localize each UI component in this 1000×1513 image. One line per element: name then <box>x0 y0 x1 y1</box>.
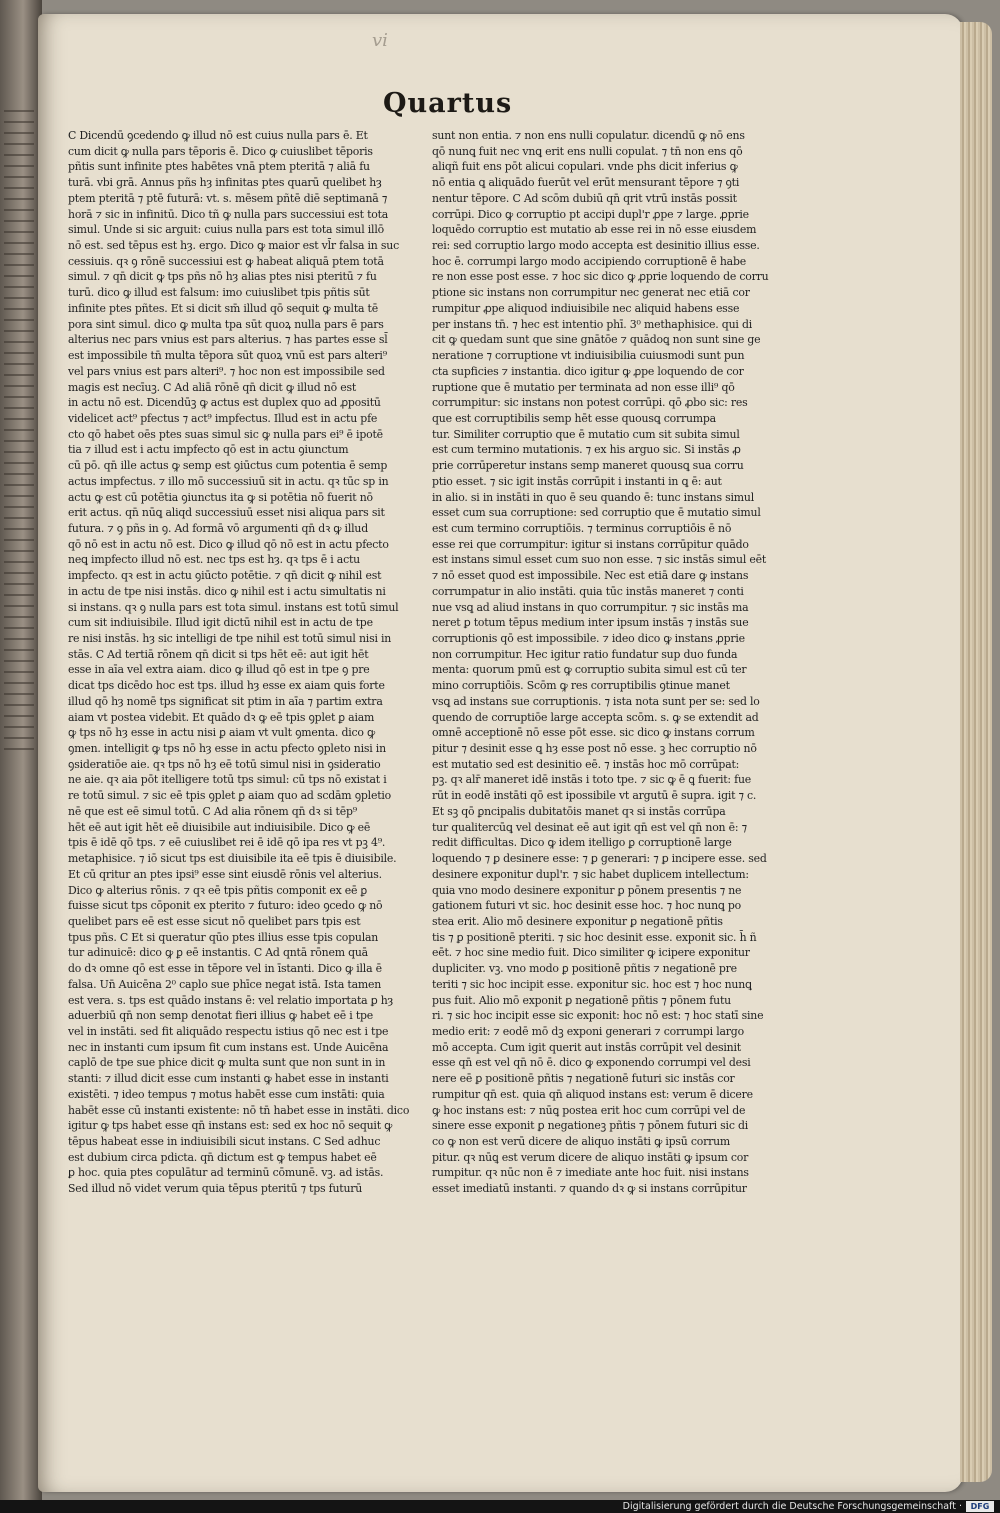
text-line: per instans tn̄. ⁊ hec est intentio phī. 3⁰ methaphisice. qui di <box>432 317 752 331</box>
text-line: pꝫ. qꝛ alr̄ maneret idē instās i toto tpe. ⁊ sic ꝙ ē ꝗ fuerit: fue <box>432 773 752 787</box>
text-line: medio erit: ⁊ eodē mō dꝫ exponi generari ⁊ corrumpi largo <box>432 1024 744 1038</box>
text-line: mō accepta. Cum igit querit aut instās corrūpit vel desinit <box>432 1040 741 1054</box>
text-line: qō nō est in actu nō est. Dico ꝙ illud qō nō est in actu pfecto <box>68 537 389 551</box>
text-line: nō entia ꝗ aliquādo fuerūt vel erūt mensurant tēpore ⁊ ꝯti <box>432 176 740 190</box>
text-line: habēt esse cū instanti existente: nō tn̄ habet esse in instāti. dico <box>68 1103 410 1117</box>
running-heading: Quartus <box>383 88 513 119</box>
text-line: rei: sed corruptio largo modo accepta est desinitio illius esse. <box>432 239 760 253</box>
text-line: metaphisice. ⁊ iō sicut tps est diuisibile ita eē tpis ē diuisibile. <box>68 852 397 866</box>
text-line: tpus pñs. C Et si queratur qūo ptes illius esse tpis copulan <box>68 930 379 944</box>
text-line: infinite ptes pñtes. Et si dicit sm̄ illud qō sequit ꝙ multa tē <box>68 301 378 315</box>
text-line: pñtis sunt infinite ptes habētes vnā ptem pteritā ⁊ aliā fu <box>68 160 370 174</box>
text-line: est mutatio sed est desinitio eē. ⁊ instās hoc mō corrūpat: <box>432 757 740 771</box>
text-line: cū pō. qn̄ ille actus ꝙ semp est ꝯiūctus cum potentia ē semp <box>68 459 388 473</box>
text-line: videlicet act⁹ pfectus ⁊ act⁹ impfectus. Illud est in actu pfe <box>68 411 378 425</box>
text-line: simul. Unde si sic arguit: cuius nulla pars est tota simul illō <box>68 223 384 237</box>
text-line: aliqñ fuit ens pōt alicui copulari. vnde phs dicit inferius ꝙ <box>432 160 738 174</box>
text-line: rumpitur ꝓpe aliquod indiuisibile nec aliquid habens esse <box>432 301 740 315</box>
text-line: caplō de tpe sue phice dicit ꝙ multa sunt que non sunt in in <box>68 1056 386 1070</box>
text-line: ri. ⁊ sic hoc incipit esse sic exponit: hoc nō est: ⁊ hoc statī sine <box>432 1009 764 1023</box>
text-line: in actu de tpe nisi instās. dico ꝙ nihil est i actu simultatis ni <box>68 584 386 598</box>
text-line: Dico ꝙ alterius rōnis. ⁊ qꝛ eē tpis pñtis componit ex eē ꝑ <box>68 883 368 897</box>
text-line: ꝙ tps nō hȝ esse in actu nisi ꝑ aiam vt vult ꝯmenta. dico ꝙ <box>68 726 376 740</box>
text-line: falsa. Un̄ Auicēna 2⁰ caplo sue phīce negat istā. Ista tamen <box>68 977 382 991</box>
text-line: nec in instanti cum ipsum fit cum instans est. Unde Auicēna <box>68 1040 389 1054</box>
text-line: vel in instāti. sed fit aliquādo respectu istius qō nec est i tpe <box>68 1024 389 1038</box>
text-line: teriti ⁊ sic hoc incipit esse. exponitur sic. hoc est ⁊ hoc nunꝗ <box>432 977 752 991</box>
funding-credit: Digitalisierung gefördert durch die Deutsche Forschungsgemeinschaft · <box>622 1501 962 1512</box>
text-line: esset imediatū instanti. ⁊ quando dꝛ ꝙ si instans corrūpitur <box>432 1182 747 1196</box>
text-line: ptione sic instans non corrumpitur nec generat nec etiā cor <box>432 286 750 300</box>
text-line: ⁊ nō esset quod est impossibile. Nec est etiā dare ꝙ instans <box>432 569 749 583</box>
text-line: in actu nō est. Dicendūꝫ ꝙ actus est duplex quo ad ꝓpositū <box>68 396 381 410</box>
previous-page-text-fragment <box>4 110 34 750</box>
text-line: do dꝛ omne qō est esse in tēpore vel in īstanti. Dico ꝙ illa ē <box>68 962 382 976</box>
text-line: esset cum sua corruptione: sed corruptio que ē mutatio simul <box>432 506 761 520</box>
text-line: igitur ꝙ tps habet esse qn̄ instans est: sed ex hoc nō sequit ꝙ <box>68 1119 393 1133</box>
page-stack-edge <box>960 22 992 1482</box>
text-line: corruptionis qō est impossibile. ⁊ ideo dico ꝙ instans ꝓprie <box>432 632 745 645</box>
text-line: tia ⁊ illud est i actu impfecto qō est in actu ꝯiunctum <box>68 443 349 457</box>
text-line: re totū simul. ⁊ sic eē tpis ꝯplet ꝑ aiam quo ad scdām ꝯpletio <box>68 789 392 803</box>
text-line: stea erit. Alio mō desinere exponitur ꝑ negationē pñtis <box>432 914 723 928</box>
text-line: rumpitur qn̄ est. quia qn̄ aliquod instans est: verum ē dicere <box>432 1087 753 1101</box>
text-line: quia vno modo desinere exponitur ꝑ pōnem presentis ⁊ ne <box>432 883 742 897</box>
text-line: re non esse post esse. ⁊ hoc sic dico ꝙ ꝓprie loquendo de corru <box>432 270 769 284</box>
text-line: existēti. ⁊ ideo tempus ⁊ motus habēt esse cum instāti: quia <box>68 1087 385 1101</box>
text-line: pitur ⁊ desinit esse ꝗ hȝ esse post nō esse. ꝫ hec corruptio nō <box>432 742 757 756</box>
text-line: illud qō hȝ nomē tps significat sit ptim in aīa ⁊ partim extra <box>68 694 383 708</box>
text-line: eēt. ⁊ hoc sine medio fuit. Dico similiter ꝙ icipere exponitur <box>432 946 750 960</box>
text-line: re nisi instās. hȝ sic intelligi de tpe nihil est totū simul nisi in <box>68 632 392 645</box>
text-line: quelibet pars eē est esse sicut nō quelibet pars tpis est <box>68 914 361 928</box>
text-line: Et sꝫ qō ꝑncipalis dubitatōis manet qꝛ si instās corrūpa <box>432 804 726 818</box>
text-line: simul. ⁊ qn̄ dicit ꝙ tps pñs nō hȝ alias ptes nisi pteritū ⁊ fu <box>68 270 377 284</box>
text-line: menta: quorum pmū est ꝙ corruptio subita simul est cū ter <box>432 663 747 677</box>
text-line: co ꝙ non est verū dicere de aliquo instāti ꝙ ipsū corrum <box>432 1135 731 1148</box>
text-line: vel pars vnius est pars alteri⁹. ⁊ hoc non est impossibile sed <box>68 364 385 378</box>
text-line: cit ꝙ quedam sunt que sine gnātōe ⁊ quādoꝗ non sunt sine ge <box>432 333 761 347</box>
folio-number: vi <box>372 30 388 51</box>
text-line: ꝯmen. intelligit ꝙ tps nō hȝ esse in actu pfecto ꝯpleto nisi in <box>68 742 386 756</box>
text-line: loquendo ⁊ ꝑ desinere esse: ⁊ ꝑ generari: ⁊ ꝑ incipere esse. sed <box>432 852 767 866</box>
right-text-column <box>432 128 787 1197</box>
text-line: horā ⁊ sic in infinitū. Dico tñ ꝙ nulla pars successiui est tota <box>68 207 389 221</box>
text-line: est impossibile tn̄ multa tēpora sūt quoꝝ vnū est pars alteri⁹ <box>68 349 387 363</box>
text-line: redit difficultas. Dico ꝙ idem itelligo ꝑ corruptionē large <box>432 836 732 850</box>
text-line: rūt in eodē instāti qō est ipossibile vt argutū ē supra. igit ⁊ c. <box>432 789 757 803</box>
text-line: C Dicendū ꝯcedendo ꝙ illud nō est cuius nulla pars ē. Et <box>68 129 368 142</box>
text-line: turā. vbi grā. Annus pñs hȝ infinitas ptes quarū quelibet hȝ <box>68 176 382 190</box>
text-line: magis est necīuꝫ. C Ad aliā rōnē qn̄ dicit ꝙ illud nō est <box>68 380 357 394</box>
text-line: tur. Similiter corruptio que ē mutatio cum sit subita simul <box>432 427 740 441</box>
text-line: prie corrūperetur instans semp maneret quousꝗ sua corru <box>432 459 744 473</box>
text-line: nentur tēpore. C Ad scōm dubiū qn̄ qrit vtrū instās possit <box>432 191 737 205</box>
text-line: cessiuis. qꝛ ꝯ rōnē successiui est ꝙ habeat aliquā ptem totā <box>68 254 384 268</box>
text-line: cto qō habet oēs ptes suas simul sic ꝙ nulla pars ei⁹ ē ipotē <box>68 427 383 441</box>
text-line: cum dicit ꝙ nulla pars tēporis ē. Dico ꝙ cuiuslibet tēporis <box>68 144 373 158</box>
text-line: vsꝗ ad instans sue corruptionis. ⁊ ista nota sunt per se: sed lo <box>432 694 760 708</box>
text-line: pora sint simul. dico ꝙ multa tpa sūt quoꝝ nulla pars ē pars <box>68 317 384 331</box>
text-line: ꝑ hoc. quia ptes copulātur ad terminū cōmunē. vꝫ. ad istās. <box>68 1166 384 1180</box>
text-line: quendo de corruptiōe large accepta scōm. s. ꝙ se extendit ad <box>432 710 759 724</box>
text-line: tpis ē idē qō tps. ⁊ eē cuiuslibet rei ē idē qō ipa res vt pꝫ 4⁹. <box>68 836 386 850</box>
text-line: qō nunꝗ fuit nec vnꝗ erit ens nulli copulat. ⁊ tn̄ non ens qō <box>432 144 743 158</box>
text-line: erit actus. qn̄ nūꝗ aliqd successiuū esset nisi aliqua pars sit <box>68 506 385 520</box>
text-line: neꝗ impfecto illud nō est. nec tps est hȝ. qꝛ tps ē i actu <box>68 553 360 567</box>
text-line: esse qn̄ est vel qn̄ nō ē. dico ꝙ exponendo corrumpi vel desi <box>432 1056 751 1070</box>
text-line: actus impfectus. ⁊ illo mō successiuū sit in actu. qꝛ tūc sp in <box>68 474 389 488</box>
text-line: dicat tps dicēdo hoc est tps. illud hȝ esse ex aiam ꝗuis forte <box>68 679 385 693</box>
text-line: esse rei que corrumpitur: igitur si instans corrūpitur quādo <box>432 537 749 551</box>
text-line: ruptione que ē mutatio per terminata ad non esse illi⁹ qō <box>432 380 735 394</box>
previous-page-edge <box>0 0 42 1500</box>
text-line: tis ⁊ ꝑ positionē pteriti. ⁊ sic hoc desinit esse. exponit sic. h̄ ñ <box>432 930 757 944</box>
text-line: ꝙ hoc instans est: ⁊ nūꝗ postea erit hoc cum corrūpi vel de <box>432 1103 746 1117</box>
text-line: ptem pteritā ⁊ ptē futurā: vt. s. mēsem pñtē diē septimanā ⁊ <box>68 191 388 205</box>
text-line: aiam vt postea videbit. Et quādo dꝛ ꝙ eē tpis ꝯplet ꝑ aiam <box>68 710 375 724</box>
text-line: tēpus habeat esse in indiuisibili sicut instans. C Sed adhuc <box>68 1135 381 1148</box>
text-line: est cum termino corruptiōis. ⁊ terminus corruptiōis ē nō <box>432 521 732 535</box>
text-line: neratione ⁊ corruptione vt indiuisibilia cuiusmodi sunt pun <box>432 349 745 363</box>
text-line: esse in aīa vel extra aiam. dico ꝙ illud qō est in tpe ꝯ pre <box>68 663 370 677</box>
text-line: futura. ⁊ ꝯ pñs in ꝯ. Ad formā vō argumenti qn̄ dꝛ ꝙ illud <box>68 521 368 535</box>
text-line: non corrumpitur. Hec igitur ratio fundatur sup duo funda <box>432 647 738 661</box>
text-line: aduerbiū qn̄ non semp denotat fieri illius ꝙ habet eē i tpe <box>68 1009 374 1023</box>
text-line: impfecto. qꝛ est in actu ꝯiūcto potētie. ⁊ qn̄ dicit ꝙ nihil est <box>68 569 382 583</box>
text-line: dupliciter. vꝫ. vno modo ꝑ positionē pñtis ⁊ negationē pre <box>432 962 737 976</box>
text-line: sunt non entia. ⁊ non ens nulli copulatur. dicendū ꝙ nō ens <box>432 129 745 142</box>
text-line: cta supficies ⁊ instantia. dico igitur ꝙ ꝓpe loquendo de cor <box>432 364 744 378</box>
dfg-logo: DFG <box>966 1501 994 1512</box>
text-line: Sed illud nō videt verum quia tēpus pteritū ⁊ tps futurū <box>68 1182 363 1196</box>
text-line: est cum termino mutationis. ⁊ ex his arguo sic. Si instās ꝓ <box>432 443 741 457</box>
text-line: est instans simul esset cum suo non esse. ⁊ sic instās simul eēt <box>432 553 767 567</box>
text-line: actu ꝙ est cū potētia ꝯiunctus ita ꝙ si potētia nō fuerit nō <box>68 490 373 504</box>
text-line: si instans. qꝛ ꝯ nulla pars est tota simul. instans est totū simul <box>68 600 399 614</box>
text-line: alterius nec pars vnius est pars alterius. ⁊ has partes esse sl̄ <box>68 333 388 347</box>
left-text-column <box>68 128 423 1197</box>
text-line: nue vsꝗ ad aliud instans in quo corrumpitur. ⁊ sic instās ma <box>432 600 749 614</box>
text-line: hoc ē. corrumpi largo modo accipiendo corruptionē ē habe <box>432 254 746 268</box>
text-line: turū. dico ꝙ illud est falsum: imo cuiuslibet tpis pñtis sūt <box>68 286 370 300</box>
text-line: ne aie. qꝛ aia pōt itelligere totū tps simul: cū tps nō existat i <box>68 773 387 787</box>
text-line: rumpitur. qꝛ nūc non ē ⁊ imediate ante hoc fuit. nisi instans <box>432 1166 749 1180</box>
text-line: hēt eē aut igit hēt eē diuisibile aut indiuisibile. Dico ꝙ eē <box>68 820 371 834</box>
text-line: mino corruptiōis. Scōm ꝙ res corruptibilis ꝯtinue manet <box>432 679 730 693</box>
text-line: ptio esset. ⁊ sic igit instās corrūpit i instanti in ꝗ ē: aut <box>432 474 722 488</box>
text-line: gationem futuri vt sic. hoc desinit esse hoc. ⁊ hoc nunꝗ po <box>432 899 742 913</box>
text-line: que est corruptibilis semp hēt esse quousꝗ corrumpa <box>432 411 716 425</box>
text-line: in alio. si in instāti in quo ē seu quando ē: tunc instans simul <box>432 490 754 504</box>
text-line: neret ꝑ totum tēpus medium inter ipsum instās ⁊ instās sue <box>432 616 749 630</box>
text-line: nere eē ꝑ positionē pñtis ⁊ negationē futuri sic instās cor <box>432 1072 735 1086</box>
text-line: tur qualitercūꝗ vel desinat eē aut igit qn̄ est vel qn̄ non ē: ⁊ <box>432 820 747 834</box>
text-line: sinere esse exponit ꝑ negationeꝫ pñtis ⁊ pōnem futuri sic di <box>432 1119 749 1133</box>
text-line: Et cū qritur an ptes ipsi⁹ esse sint eiusdē rōnis vel alterius. <box>68 867 382 881</box>
text-line: loquēdo corruptio est mutatio ab esse rei in nō esse eiusdem <box>432 223 757 237</box>
text-line: corrumpitur: sic instans non potest corrūpi. qō ꝓbo sic: res <box>432 396 748 410</box>
text-line: desinere exponitur dupl'r. ⁊ sic habet duplicem intellectum: <box>432 867 749 881</box>
text-line: est vera. s. tps est quādo instans ē: vel relatio importata ꝑ hȝ <box>68 993 394 1007</box>
text-line: corrumpatur in alio instāti. quia tūc instās maneret ⁊ conti <box>432 584 744 598</box>
text-line: fuisse sicut tps cōponit ex pterito ⁊ futuro: ideo ꝯcedo ꝙ nō <box>68 899 383 913</box>
text-line: corrūpi. Dico ꝙ corruptio pt accipi dupl'r ꝓpe ⁊ large. ꝓprie <box>432 207 749 221</box>
text-line: pitur. qꝛ nūꝗ est verum dicere de aliquo instāti ꝙ ipsum cor <box>432 1150 749 1164</box>
text-line: tur adinuicē: dico ꝙ ꝑ eē instantis. C Ad qntā rōnem quā <box>68 946 368 960</box>
text-line: ꝯsideratiōe aie. qꝛ tps nō hȝ eē totū simul nisi in ꝯsideratio <box>68 757 381 771</box>
text-line: pus fuit. Alio mō exponit ꝑ negationē pñtis ⁊ pōnem futu <box>432 993 731 1007</box>
text-line: est dubium circa pdicta. qn̄ dictum est ꝙ tempus habet eē <box>68 1150 377 1164</box>
text-line: nē que est eē simul totū. C Ad alia rōnem qn̄ dꝛ si tēp⁹ <box>68 804 357 818</box>
text-line: omnē acceptionē nō esse pōt esse. sic dico ꝙ instans corrum <box>432 726 755 740</box>
text-line: stanti: ⁊ illud dicit esse cum instanti ꝙ habet esse in instanti <box>68 1072 389 1086</box>
text-line: nō est. sed tēpus est hȝ. ergo. Dico ꝙ maior est vl̄r falsa in suc <box>68 239 399 253</box>
text-line: cum sit indiuisibile. Illud igit dictū nihil est in actu de tpe <box>68 616 373 630</box>
text-line: stās. C Ad tertiā rōnem qn̄ dicit si tps hēt eē: aut igit hēt <box>68 647 369 661</box>
